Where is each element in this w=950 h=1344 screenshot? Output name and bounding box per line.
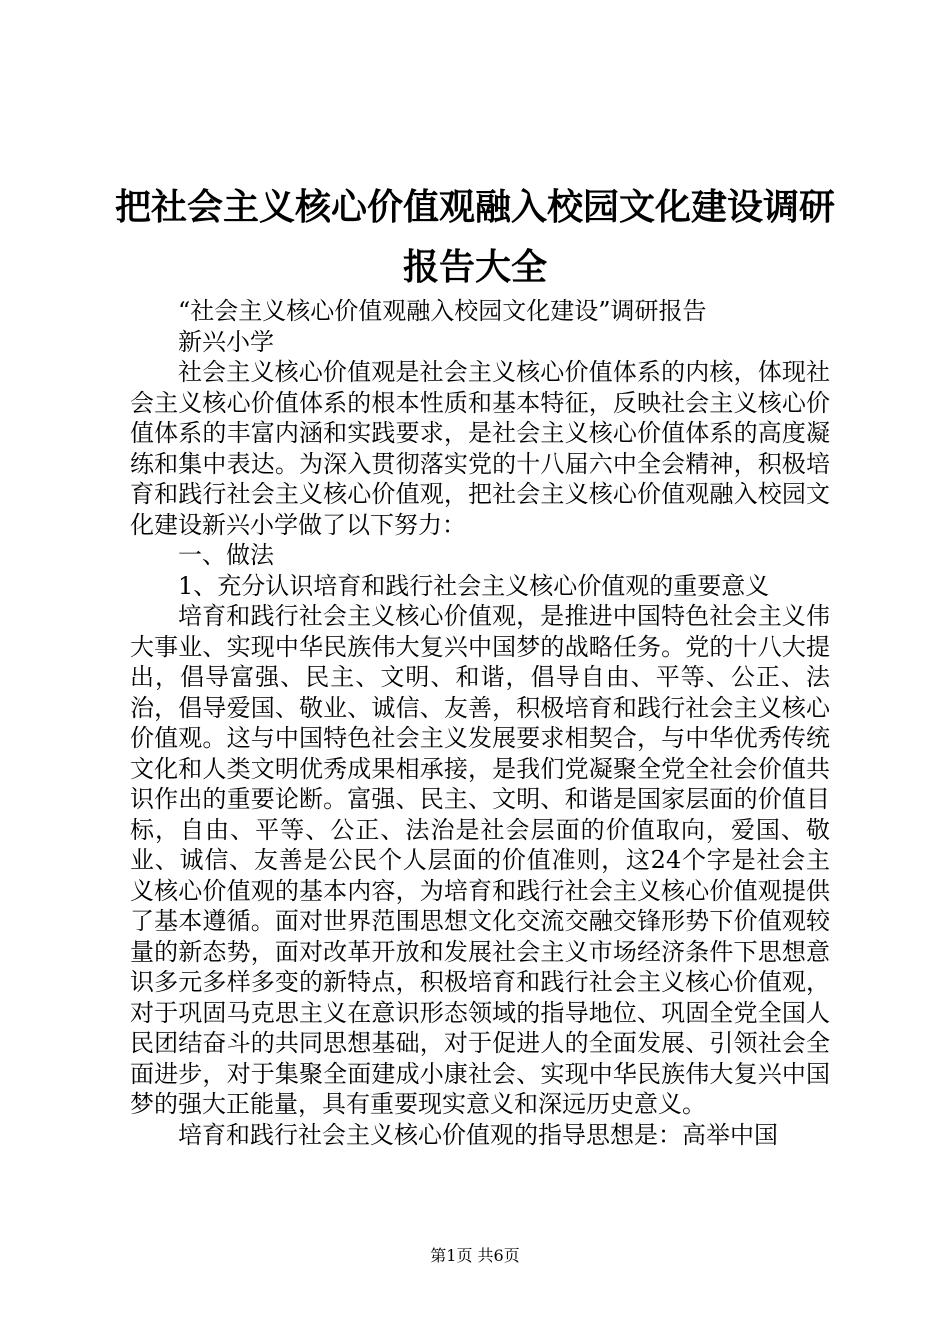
paragraph-body: 培育和践行社会主义核心价值观，是推进中国特色社会主义伟大事业、实现中华民族伟大复兴中国梦的战略任务。党的十八大提出，倡导富强、民主、文明、和谐，倡导自由、平等、公正、法治，倡导爱国、敬业、诚信、友善，积极培育和践行社会主义核心价值观。这与中国特色社会主义发展要求相契合，与中华优秀传统文化和人类文明优秀成果相承接，是我们党凝聚全党全社会价值共识作出的重要论断。富强、民主、文明、和谐是国家层面的价值目标，自由、平等、公正、法治是社会层面的价值取向，爱国、敬业、诚信、友善是公民个人层面的价值准则，这24个字是社会主义核心价值观的基本内容，为培育和践行社会主义核心价值观提供了基本遵循。面对世界范围思想文化交流交融交锋形势下价值观较量的新态势，面对改革开放和发展社会主义市场经济条件下思想意识多元多样多变的新特点，积极培育和践行社会主义核心价值观，对于巩固马克思主义在意识形态领域的指导地位、巩固全党全国人民团结奋斗的共同思想基础，对于促进人的全面发展、引领社会全面进步，对于集聚全面建成小康社会、实现中华民族伟大复兴中国梦的强大正能量，具有重要现实意义和深远历史意义。 xyxy=(130,602,830,1118)
title-line-2: 报告大全 xyxy=(402,247,547,288)
paragraph-continued: 培育和践行社会主义核心价值观的指导思想是：高举中国 xyxy=(178,1120,778,1149)
report-subtitle: “社会主义核心价值观融入校园文化建设”调研报告 xyxy=(178,297,707,325)
paragraph-intro: 社会主义核心价值观是社会主义核心价值体系的内核，体现社会主义核心价值体系的根本性质和基本特征，反映社会主义核心价值体系的丰富内涵和实践要求，是社会主义核心价值体系的高度凝练和集中表达。为深入贯彻落实党的十八届六中全会精神，积极培育和践行社会主义核心价值观，把社会主义核心价值观融入校园文化建设新兴小学做了以下努力： xyxy=(130,358,830,539)
subsection-heading: 1、充分认识培育和践行社会主义核心价值观的重要意义 xyxy=(178,571,770,600)
document-body xyxy=(130,296,830,1150)
title-line-1: 把社会主义核心价值观融入校园文化建设调研 xyxy=(114,187,835,228)
document-title xyxy=(110,182,840,298)
author-school: 新兴小学 xyxy=(178,327,274,356)
section-heading: 一、做法 xyxy=(178,541,274,569)
page-footer: 第1页 共6页 xyxy=(430,1246,520,1265)
